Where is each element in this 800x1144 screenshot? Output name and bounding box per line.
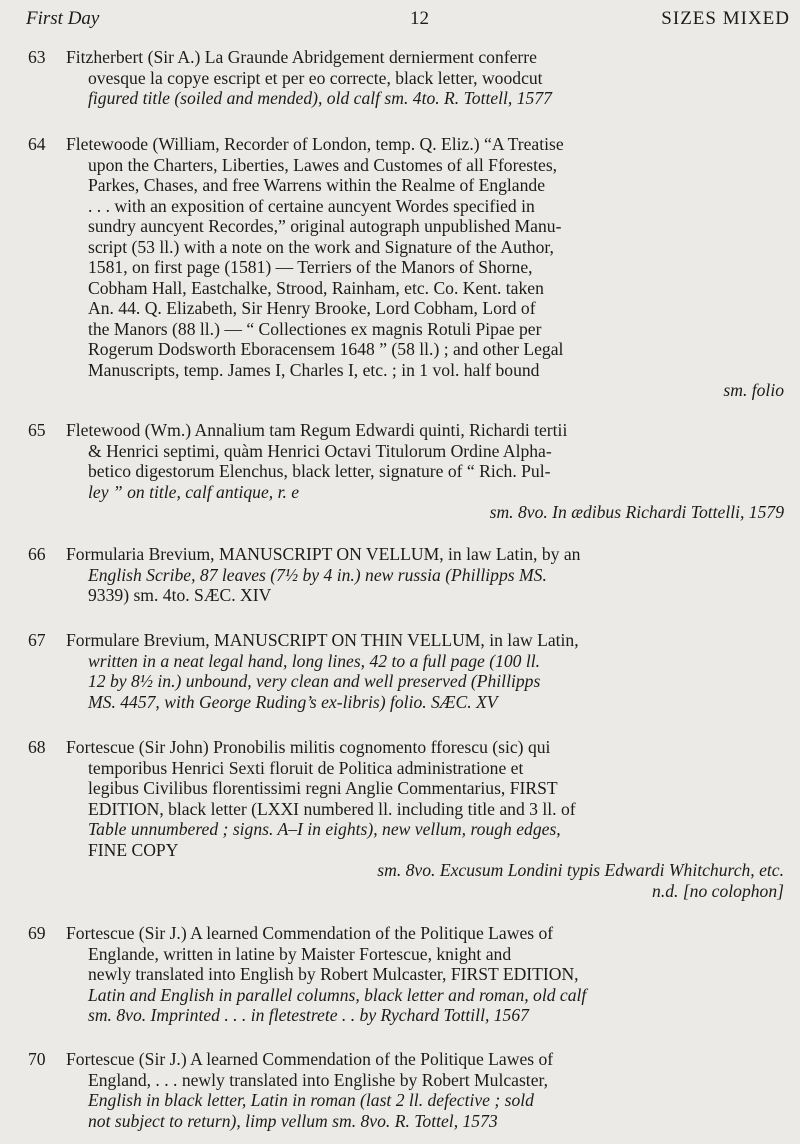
lot-line: Fortescue (Sir John) Pronobilis militis cognomento fforescu (sic) qui xyxy=(66,737,551,757)
lot-line: English in black letter, Latin in roman (last 2 ll. defective ; sold xyxy=(88,1090,534,1110)
lot-line: betico digestorum Elenchus, black letter, signature of “ Rich. Pul- xyxy=(88,461,551,481)
lot-entry-66 xyxy=(28,544,788,606)
lot-line: newly translated into English by Robert Mulcaster, FIRST EDITION, xyxy=(88,964,579,984)
lot-line: sundry auncyent Recordes,” original autograph unpublished Manu- xyxy=(88,216,562,236)
lot-description xyxy=(66,923,788,1026)
lot-line: 1581, on first page (1581) — Terriers of the Manors of Shorne, xyxy=(88,257,533,277)
lot-line: MS. 4457, with George Ruding’s ex-libris) folio. SÆC. XV xyxy=(88,691,498,712)
lot-description xyxy=(66,1049,788,1131)
lot-line: English Scribe, 87 leaves (7½ by 4 in.) new russia (Phillipps MS. xyxy=(88,564,547,585)
lot-line: . . . with an exposition of certaine auncyent Wordes specified in xyxy=(88,195,535,216)
section-heading: SIZES MIXED xyxy=(661,8,790,29)
lot-description xyxy=(66,420,788,523)
lot-entry-69 xyxy=(28,923,788,1026)
lot-entry-70 xyxy=(28,1049,788,1131)
lot-entry-64 xyxy=(28,134,788,401)
lot-description xyxy=(66,630,788,712)
lot-description xyxy=(66,47,788,109)
lot-description xyxy=(66,134,788,401)
lot-line: the Manors (88 ll.) — “ Collectiones ex magnis Rotuli Pipae per xyxy=(88,318,542,339)
lot-line: upon the Charters, Liberties, Lawes and Customes of all Fforestes, xyxy=(88,154,558,175)
lot-line: legibus Civilibus florentissimi regni Anglie Commentarius, FIRST xyxy=(88,778,558,798)
lot-line: England, . . . newly translated into Englishe by Robert Mulcaster, xyxy=(88,1069,549,1090)
page-header xyxy=(0,8,800,30)
lot-line: Formulare Brevium, MANUSCRIPT ON THIN VELLUM, in law Latin, xyxy=(66,630,579,650)
lot-entry-68 xyxy=(28,737,788,901)
lot-number: 69 xyxy=(28,923,46,943)
running-title: First Day xyxy=(26,8,100,29)
lot-line: 12 by 8½ in.) unbound, very clean and well preserved (Phillipps xyxy=(88,671,541,691)
lot-number: 70 xyxy=(28,1049,46,1069)
lot-line: An. 44. Q. Elizabeth, Sir Henry Brooke, Lord Cobham, Lord of xyxy=(88,298,536,318)
lot-number: 67 xyxy=(28,630,46,650)
lot-line: Table unnumbered ; signs. A–I in eights), new vellum, rough edges, xyxy=(88,819,561,839)
lot-imprint: n.d. [no colophon] xyxy=(652,880,784,901)
lot-line: script (53 ll.) with a note on the work and Signature of the Author, xyxy=(88,236,554,257)
lot-number: 66 xyxy=(28,544,46,564)
lot-line: Formularia Brevium, MANUSCRIPT ON VELLUM, in law Latin, by an xyxy=(66,544,581,564)
lot-description xyxy=(66,737,788,901)
lot-line: Fortescue (Sir J.) A learned Commendation of the Politique Lawes of xyxy=(66,923,554,943)
lot-line: Fletewoode (William, Recorder of London, temp. Q. Eliz.) “A Treatise xyxy=(66,134,564,154)
lot-line: Fitzherbert (Sir A.) La Graunde Abridgement dernierment conferre xyxy=(66,47,537,67)
lot-line: ovesque la copye escript et per eo correcte, black letter, woodcut xyxy=(88,67,543,88)
lot-format: sm. folio xyxy=(723,380,784,400)
lot-line: EDITION, black letter (LXXI numbered ll. including title and 3 ll. of xyxy=(88,798,576,819)
lot-line: written in a neat legal hand, long lines, 42 to a full page (100 ll. xyxy=(88,650,541,671)
lot-line: Parkes, Chases, and free Warrens within the Realme of Englande xyxy=(88,175,546,195)
lot-line: Rogerum Dodsworth Eboracensem 1648 ” (58 ll.) ; and other Legal xyxy=(88,339,564,359)
lot-line: Englande, written in latine by Maister Fortescue, knight and xyxy=(88,943,512,964)
lot-line: sm. 8vo. Imprinted . . . in fletestrete . . by Rychard Tottill, 1567 xyxy=(88,1005,529,1025)
lot-format: sm. 8vo. In ædibus Richardi Tottelli, 1579 xyxy=(489,502,784,522)
lot-entry-63 xyxy=(28,47,788,109)
lot-line: figured title (soiled and mended), old calf sm. 4to. R. Tottell, 1577 xyxy=(88,88,552,108)
lot-line: Manuscripts, temp. James I, Charles I, etc. ; in 1 vol. half bound xyxy=(88,359,540,380)
lot-number: 63 xyxy=(28,47,46,67)
lot-entry-65 xyxy=(28,420,788,523)
lot-line: Cobham Hall, Eastchalke, Strood, Rainham, etc. Co. Kent. taken xyxy=(88,277,544,298)
lot-number: 65 xyxy=(28,420,46,440)
lot-line: 9339) sm. 4to. SÆC. XIV xyxy=(88,585,272,605)
lot-description xyxy=(66,544,788,606)
lot-entry-67 xyxy=(28,630,788,712)
lot-line: ley ” on title, calf antique, r. e xyxy=(88,481,300,502)
lot-line: not subject to return), limp vellum sm. 8vo. R. Tottel, 1573 xyxy=(88,1110,498,1131)
lot-format: sm. 8vo. Excusum Londini typis Edwardi Whitchurch, etc. xyxy=(377,860,784,880)
lot-number: 64 xyxy=(28,134,46,154)
lot-line: & Henrici septimi, quàm Henrici Octavi Titulorum Ordine Alpha- xyxy=(88,440,552,461)
lot-line: Latin and English in parallel columns, black letter and roman, old calf xyxy=(88,984,587,1005)
lot-line: Fletewood (Wm.) Annalium tam Regum Edwardi quinti, Richardi tertii xyxy=(66,420,568,440)
lot-line: FINE COPY xyxy=(88,839,179,860)
lot-number: 68 xyxy=(28,737,46,757)
page-number: 12 xyxy=(410,8,429,29)
lot-line: temporibus Henrici Sexti floruit de Politica administratione et xyxy=(88,757,524,778)
lot-line: Fortescue (Sir J.) A learned Commendation of the Politique Lawes of xyxy=(66,1049,554,1069)
